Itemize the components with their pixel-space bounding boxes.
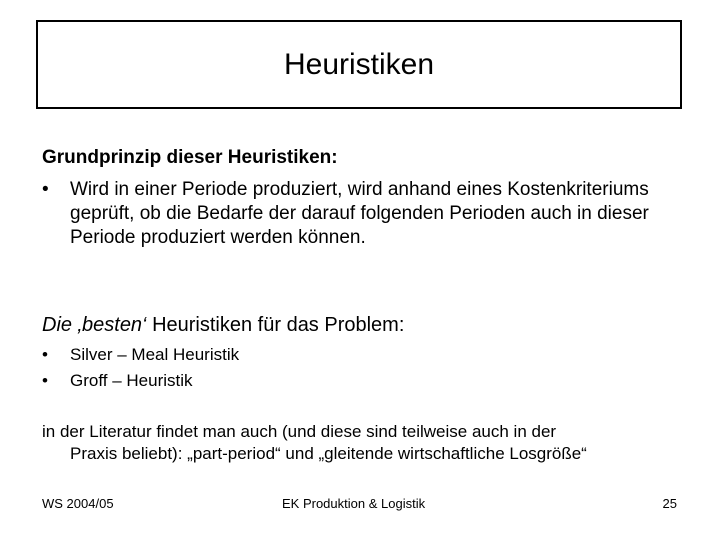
title-box [36, 20, 682, 109]
page-number: 25 [662, 496, 677, 511]
heuristics-list [42, 342, 682, 394]
principle-list [42, 178, 682, 250]
best-heuristics-heading [42, 314, 404, 337]
list-item [42, 368, 682, 394]
principle-text: Wird in einer Periode produziert, wird anhand eines Kostenkriteriums geprüft, ob die Bedarfe der darauf folgenden Perioden auch in dieser Periode produziert werden können. [70, 179, 649, 248]
list-item [42, 342, 682, 368]
literature-line-1: in der Literatur findet man auch (und diese sind teilweise auch in der [42, 422, 557, 441]
footer-course: EK Produktion & Logistik [282, 496, 426, 511]
heuristic-item: Silver – Meal Heuristik [70, 345, 240, 364]
literature-note [42, 421, 702, 465]
footer-semester: WS 2004/05 [42, 496, 114, 511]
literature-line-2: Praxis beliebt): „part-period“ und „gleitende wirtschaftliche Losgröße“ [70, 444, 587, 463]
list-item [42, 178, 682, 250]
heuristic-item: Groff – Heuristik [70, 371, 193, 390]
slide-title: Heuristiken [283, 47, 435, 81]
best-heading-rest: Heuristiken für das Problem: [146, 314, 405, 336]
best-heading-italic: Die ‚besten‘ [42, 314, 147, 336]
principle-heading: Grundprinzip dieser Heuristiken: [42, 147, 338, 168]
bullet-icon: • [42, 371, 48, 390]
bullet-icon: • [42, 179, 49, 200]
bullet-icon: • [42, 345, 48, 364]
